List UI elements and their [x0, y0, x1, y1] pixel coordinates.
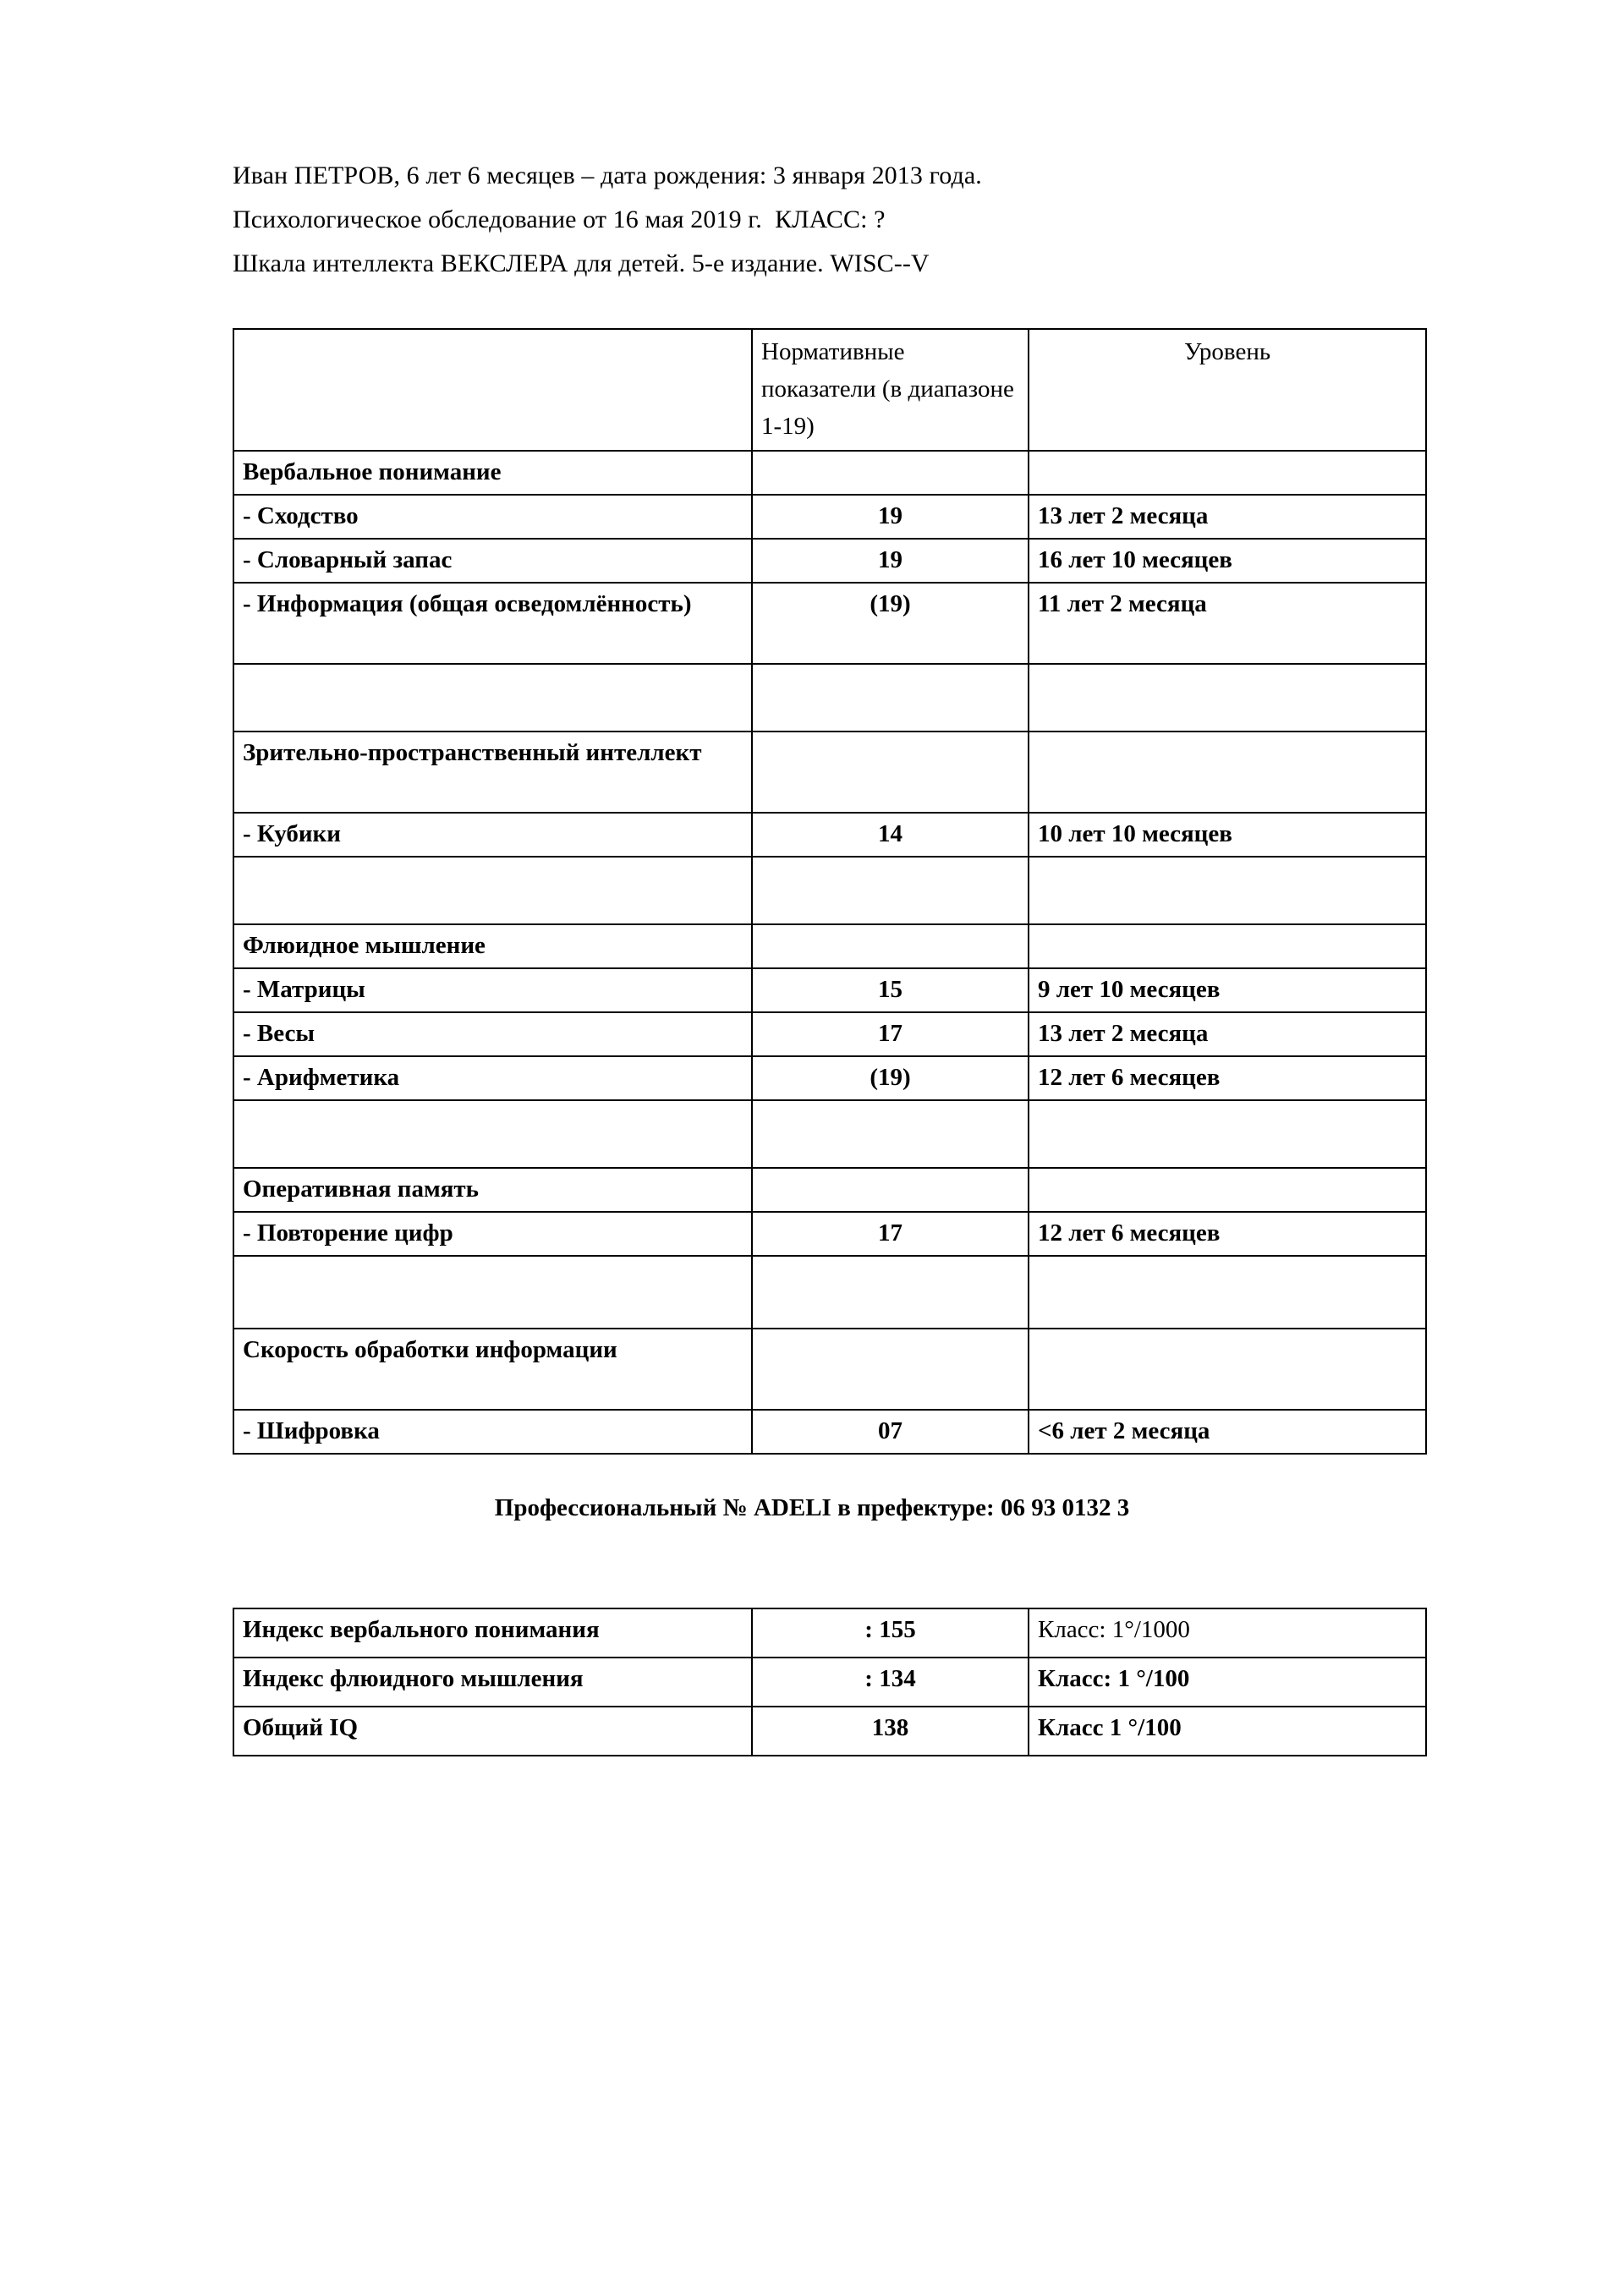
table-row	[233, 1056, 1426, 1100]
table-row	[233, 583, 1426, 664]
index-summary-table	[233, 1608, 1427, 1756]
row-level: 9 лет 10 месяцев	[1029, 968, 1426, 1012]
row-level: 10 лет 10 месяцев	[1029, 813, 1426, 857]
row-name	[233, 1100, 752, 1168]
table-row	[233, 495, 1426, 539]
row-score	[752, 1256, 1029, 1329]
row-score	[752, 857, 1029, 924]
row-name: Оперативная память	[233, 1168, 752, 1212]
row-level	[1029, 664, 1426, 732]
index-name: Индекс вербального понимания	[233, 1608, 752, 1658]
table-row	[233, 732, 1426, 813]
row-score	[752, 451, 1029, 495]
row-score: 19	[752, 539, 1029, 583]
table-row	[233, 1329, 1426, 1410]
row-name	[233, 664, 752, 732]
row-name: - Кубики	[233, 813, 752, 857]
row-score: (19)	[752, 583, 1029, 664]
row-score: 17	[752, 1212, 1029, 1256]
index-score: 138	[752, 1707, 1029, 1756]
row-score	[752, 732, 1029, 813]
row-level	[1029, 1168, 1426, 1212]
row-level: 12 лет 6 месяцев	[1029, 1212, 1426, 1256]
table-row	[233, 1212, 1426, 1256]
index-class: Класс 1 °/100	[1029, 1707, 1426, 1756]
row-score: 07	[752, 1410, 1029, 1454]
row-name: Скорость обработки информации	[233, 1329, 752, 1410]
table-row	[233, 1658, 1426, 1707]
row-level	[1029, 1329, 1426, 1410]
table-row	[233, 1012, 1426, 1056]
table-row	[233, 1707, 1426, 1756]
index-class: Класс: 1 °/100	[1029, 1658, 1426, 1707]
row-score: 19	[752, 495, 1029, 539]
document-header	[233, 154, 1434, 286]
table-row	[233, 451, 1426, 495]
table-row	[233, 1608, 1426, 1658]
table-header-row	[233, 329, 1426, 451]
header-cell-level: Уровень	[1029, 329, 1426, 451]
table-row	[233, 539, 1426, 583]
row-name: - Матрицы	[233, 968, 752, 1012]
header-line-patient: Иван ПЕТРОВ, 6 лет 6 месяцев – дата рождения: 3 января 2013 года.	[233, 162, 982, 189]
row-name: - Повторение цифр	[233, 1212, 752, 1256]
row-level: 16 лет 10 месяцев	[1029, 539, 1426, 583]
table-row	[233, 1168, 1426, 1212]
header-line-scale: Шкала интеллекта ВЕКСЛЕРА для детей. 5-е издание. WISC--V	[233, 249, 930, 277]
assessment-table	[233, 328, 1427, 1455]
row-level	[1029, 857, 1426, 924]
row-score	[752, 924, 1029, 968]
header-cell-name	[233, 329, 752, 451]
row-name	[233, 857, 752, 924]
index-class: Класс: 1°/1000	[1029, 1608, 1426, 1658]
row-score	[752, 664, 1029, 732]
header-line-exam-date: Психологическое обследование от 16 мая 2019 г. КЛАСС: ?	[233, 205, 886, 233]
table-row	[233, 924, 1426, 968]
header-cell-score: Нормативные показатели (в диапазоне 1-19)	[752, 329, 1029, 451]
table-spacer-row	[233, 1100, 1426, 1168]
row-name: - Весы	[233, 1012, 752, 1056]
index-name: Общий IQ	[233, 1707, 752, 1756]
table-row	[233, 813, 1426, 857]
index-score: : 134	[752, 1658, 1029, 1707]
table-spacer-row	[233, 857, 1426, 924]
row-score	[752, 1168, 1029, 1212]
row-level	[1029, 1256, 1426, 1329]
index-name: Индекс флюидного мышления	[233, 1658, 752, 1707]
adeli-number-line: Профессиональный № ADELI в префектуре: 06 93 0132 3	[494, 1494, 1130, 1521]
index-score: : 155	[752, 1608, 1029, 1658]
table-row	[233, 968, 1426, 1012]
row-score: 15	[752, 968, 1029, 1012]
row-name: - Информация (общая осведомлённость)	[233, 583, 752, 664]
row-score: (19)	[752, 1056, 1029, 1100]
row-name: - Сходство	[233, 495, 752, 539]
row-level	[1029, 1100, 1426, 1168]
row-score	[752, 1329, 1029, 1410]
row-name	[233, 1256, 752, 1329]
row-level	[1029, 924, 1426, 968]
row-level: <6 лет 2 месяца	[1029, 1410, 1426, 1454]
row-name: - Шифровка	[233, 1410, 752, 1454]
row-score	[752, 1100, 1029, 1168]
row-level	[1029, 732, 1426, 813]
row-level: 13 лет 2 месяца	[1029, 1012, 1426, 1056]
row-name: Флюидное мышление	[233, 924, 752, 968]
row-score: 14	[752, 813, 1029, 857]
row-name: - Арифметика	[233, 1056, 752, 1100]
assessment-table-body	[233, 329, 1426, 1454]
row-level: 12 лет 6 месяцев	[1029, 1056, 1426, 1100]
table-spacer-row	[233, 1256, 1426, 1329]
row-name: Зрительно-пространственный интеллект	[233, 732, 752, 813]
row-level	[1029, 451, 1426, 495]
table-spacer-row	[233, 664, 1426, 732]
table-row	[233, 1410, 1426, 1454]
row-name: - Словарный запас	[233, 539, 752, 583]
row-level: 11 лет 2 месяца	[1029, 583, 1426, 664]
row-name: Вербальное понимание	[233, 451, 752, 495]
row-score: 17	[752, 1012, 1029, 1056]
index-summary-table-body	[233, 1608, 1426, 1756]
row-level: 13 лет 2 месяца	[1029, 495, 1426, 539]
